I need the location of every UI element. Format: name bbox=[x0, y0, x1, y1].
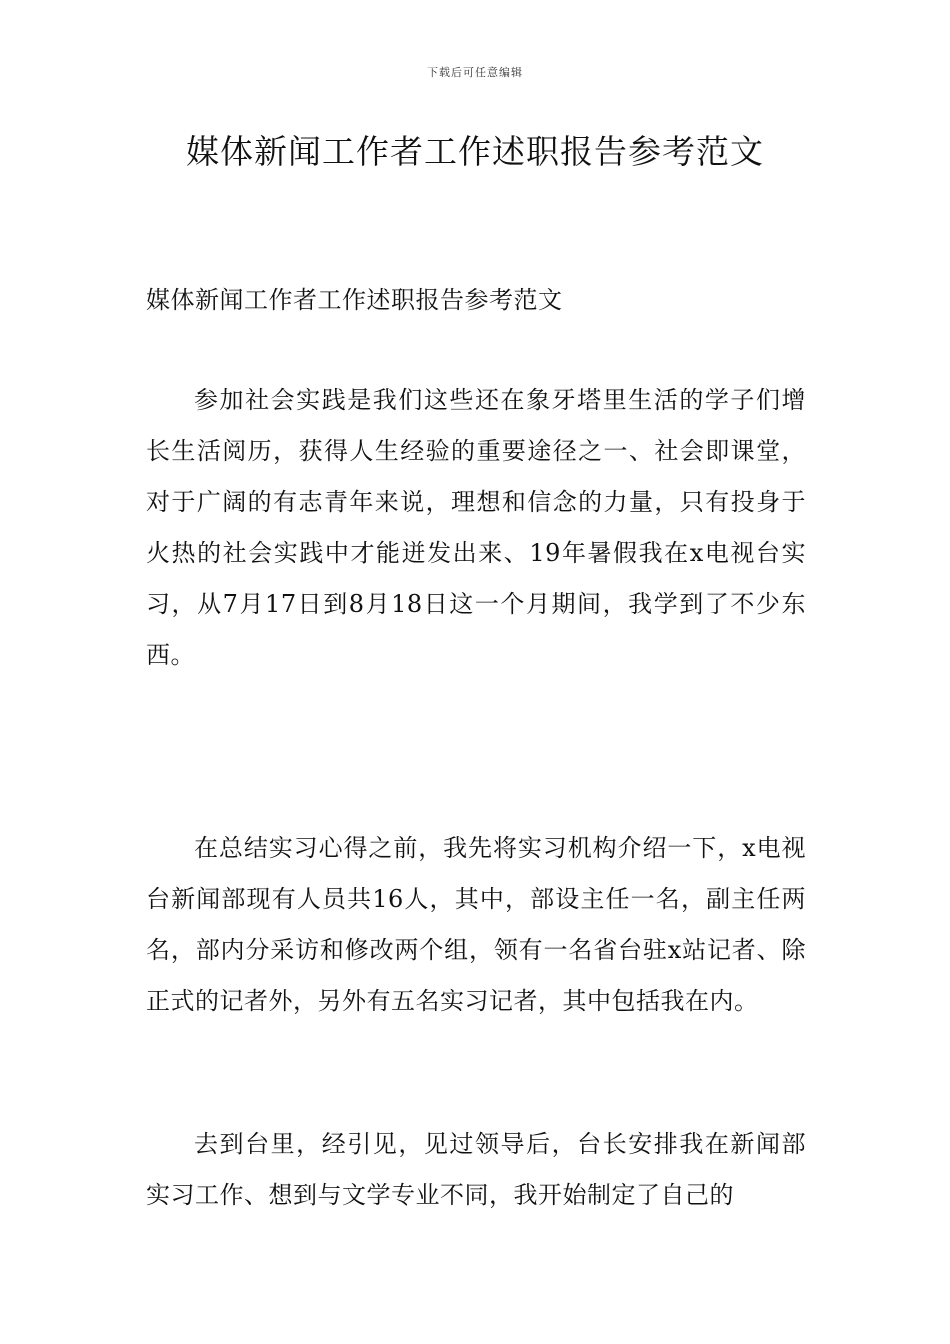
paragraph-2: 在总结实习心得之前，我先将实习机构介绍一下，x电视台新闻部现有人员共16人，其中，部设主任一名，副主任两名，部内分采访和修改两个组，领有一名省台驻x站记者、除正式的记者外，另外有五名实习记者，其中包括我在内。 bbox=[146, 834, 806, 1015]
header-note: 下载后可任意编辑 bbox=[427, 66, 523, 79]
document-title: 媒体新闻工作者工作述职报告参考范文 bbox=[186, 132, 764, 171]
document-subtitle: 媒体新闻工作者工作述职报告参考范文 bbox=[146, 286, 563, 314]
paragraph-3: 去到台里，经引见，见过领导后，台长安排我在新闻部实习工作、想到与文学专业不同，我开始制定了自己的 bbox=[146, 1130, 806, 1209]
paragraph-1: 参加社会实践是我们这些还在象牙塔里生活的学子们增长生活阅历，获得人生经验的重要途径之一、社会即课堂，对于广阔的有志青年来说，理想和信念的力量，只有投身于火热的社会实践中才能迸发出来、19年暑假我在x电视台实习，从7月17日到8月18日这一个月期间，我学到了不少东西。 bbox=[146, 386, 806, 669]
